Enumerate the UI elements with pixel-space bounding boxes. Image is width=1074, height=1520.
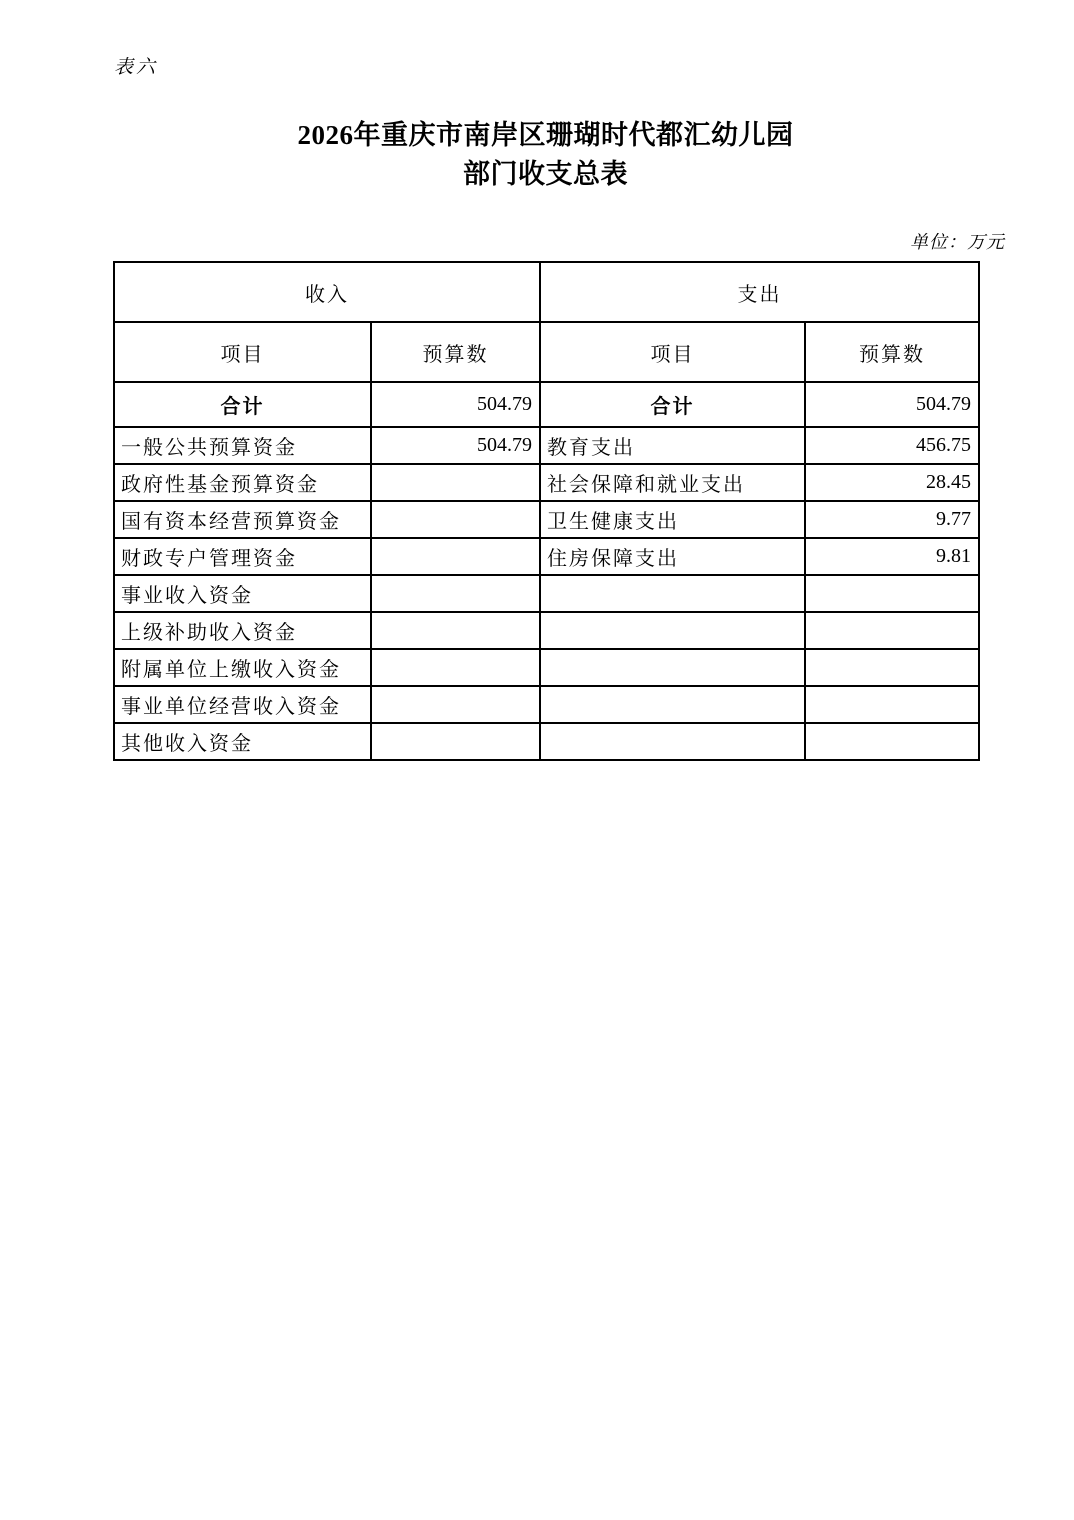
expense-value-cell bbox=[805, 612, 979, 649]
expense-item-cell: 住房保障支出 bbox=[540, 538, 805, 575]
income-item-cell: 其他收入资金 bbox=[114, 723, 371, 760]
document-title bbox=[113, 116, 978, 194]
expense-value-cell bbox=[805, 575, 979, 612]
income-item-cell: 附属单位上缴收入资金 bbox=[114, 649, 371, 686]
income-budget-column-header: 预算数 bbox=[371, 322, 540, 382]
expense-item-cell bbox=[540, 723, 805, 760]
income-value-cell bbox=[371, 686, 540, 723]
table-row bbox=[114, 612, 979, 649]
income-item-cell: 事业收入资金 bbox=[114, 575, 371, 612]
income-item-cell: 政府性基金预算资金 bbox=[114, 464, 371, 501]
expense-value-cell: 28.45 bbox=[805, 464, 979, 501]
table-row bbox=[114, 649, 979, 686]
expense-total-value-cell: 504.79 bbox=[805, 382, 979, 427]
table-row bbox=[114, 723, 979, 760]
expense-value-cell bbox=[805, 723, 979, 760]
income-item-column-header: 项目 bbox=[114, 322, 371, 382]
expense-item-cell: 教育支出 bbox=[540, 427, 805, 464]
expense-value-cell bbox=[805, 686, 979, 723]
total-row bbox=[114, 382, 979, 427]
income-value-cell bbox=[371, 612, 540, 649]
expense-group-header: 支出 bbox=[540, 262, 979, 322]
income-item-cell: 一般公共预算资金 bbox=[114, 427, 371, 464]
income-total-value-cell: 504.79 bbox=[371, 382, 540, 427]
expense-item-cell bbox=[540, 649, 805, 686]
document-title-line2: 部门收支总表 bbox=[463, 159, 628, 189]
unit-label: 单位：万元 bbox=[910, 232, 1005, 252]
table-body bbox=[114, 382, 979, 760]
budget-summary-table bbox=[113, 261, 980, 761]
expense-budget-column-header: 预算数 bbox=[805, 322, 979, 382]
table-row bbox=[114, 575, 979, 612]
expense-value-cell bbox=[805, 649, 979, 686]
table-row bbox=[114, 501, 979, 538]
income-value-cell bbox=[371, 723, 540, 760]
income-item-cell: 国有资本经营预算资金 bbox=[114, 501, 371, 538]
expense-item-column-header: 项目 bbox=[540, 322, 805, 382]
expense-item-cell: 卫生健康支出 bbox=[540, 501, 805, 538]
expense-item-cell bbox=[540, 575, 805, 612]
income-group-header: 收入 bbox=[114, 262, 540, 322]
table-row bbox=[114, 538, 979, 575]
expense-value-cell: 9.77 bbox=[805, 501, 979, 538]
document-title-line1: 2026年重庆市南岸区珊瑚时代都汇幼儿园 bbox=[297, 120, 794, 150]
income-value-cell bbox=[371, 501, 540, 538]
column-header-row bbox=[114, 322, 979, 382]
expense-value-cell: 9.81 bbox=[805, 538, 979, 575]
group-header-row bbox=[114, 262, 979, 322]
income-value-cell bbox=[371, 575, 540, 612]
table-row bbox=[114, 686, 979, 723]
income-item-cell: 上级补助收入资金 bbox=[114, 612, 371, 649]
expense-item-cell bbox=[540, 612, 805, 649]
income-value-cell: 504.79 bbox=[371, 427, 540, 464]
income-value-cell bbox=[371, 649, 540, 686]
income-value-cell bbox=[371, 464, 540, 501]
income-value-cell bbox=[371, 538, 540, 575]
table-row bbox=[114, 464, 979, 501]
expense-item-cell: 社会保障和就业支出 bbox=[540, 464, 805, 501]
income-total-label-cell: 合计 bbox=[114, 382, 371, 427]
income-item-cell: 事业单位经营收入资金 bbox=[114, 686, 371, 723]
expense-value-cell: 456.75 bbox=[805, 427, 979, 464]
table-header bbox=[114, 262, 979, 382]
table-row bbox=[114, 427, 979, 464]
expense-item-cell bbox=[540, 686, 805, 723]
expense-total-label-cell: 合计 bbox=[540, 382, 805, 427]
table-number-label: 表六 bbox=[114, 57, 159, 78]
income-item-cell: 财政专户管理资金 bbox=[114, 538, 371, 575]
